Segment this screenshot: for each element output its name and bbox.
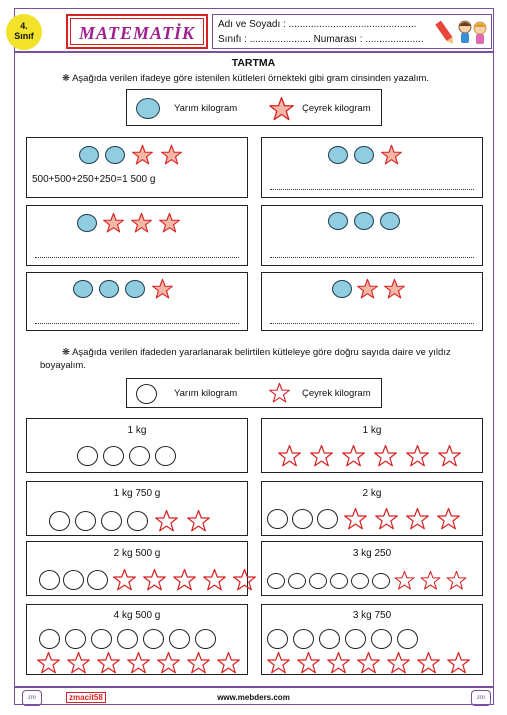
part2-item-4 — [261, 481, 483, 536]
part1-instruction — [62, 72, 492, 85]
legend-half-kg-label: Yarım kilogram — [174, 103, 238, 114]
paintable-shapes — [39, 568, 258, 592]
item-1-answer: 500+500+250+250=1 500 g — [32, 174, 156, 185]
paintable-circle[interactable] — [397, 629, 418, 649]
item-2-answer-line[interactable] — [270, 189, 474, 190]
legend-quarter-kg-label: Çeyrek kilogram — [302, 388, 371, 399]
half-kg-circle-icon — [354, 212, 374, 230]
section-title: TARTMA — [231, 57, 276, 69]
paintable-star[interactable] — [393, 570, 416, 591]
paintable-star[interactable] — [342, 507, 369, 531]
paintable-circle[interactable] — [75, 511, 96, 531]
item-6-answer-line[interactable] — [270, 323, 474, 324]
paintable-circle[interactable] — [39, 570, 60, 590]
left-logo: zm — [22, 690, 42, 706]
half-kg-circle-icon — [328, 212, 348, 230]
paintable-circle[interactable] — [127, 511, 148, 531]
paintable-star[interactable] — [295, 651, 322, 675]
half-kg-circle-icon — [136, 98, 160, 119]
paintable-circle[interactable] — [319, 629, 340, 649]
paintable-star[interactable] — [155, 651, 182, 675]
paintable-star[interactable] — [404, 444, 431, 468]
paintable-circle[interactable] — [195, 629, 216, 649]
paintable-shapes — [267, 507, 462, 531]
item-mass-label: 3 kg 750 — [352, 610, 392, 621]
paintable-circle[interactable] — [63, 570, 84, 590]
half-kg-circle-icon — [99, 280, 119, 298]
half-kg-circle-icon — [332, 280, 352, 298]
part1-item-2 — [261, 137, 483, 198]
paintable-star[interactable] — [276, 444, 303, 468]
quarter-kg-star-icon — [151, 278, 174, 300]
item-3-answer-line[interactable] — [35, 257, 239, 258]
quarter-kg-star-outline-icon — [268, 382, 291, 404]
paintable-star[interactable] — [153, 509, 180, 533]
item-4-answer-line[interactable] — [270, 257, 474, 258]
paintable-circles — [39, 629, 216, 649]
quarter-kg-star-icon — [160, 144, 183, 166]
quarter-kg-star-icon — [356, 278, 379, 300]
item-mass-label: 1 kg — [362, 425, 382, 436]
grade-number: 4. — [20, 21, 28, 31]
legend-half-kg-label: Yarım kilogram — [174, 388, 238, 399]
paintable-star[interactable] — [231, 568, 258, 592]
pencil-and-children-illustration — [435, 15, 491, 47]
grade-badge — [6, 14, 42, 50]
paintable-circle[interactable] — [155, 446, 176, 466]
item-6-shapes — [332, 278, 406, 300]
item-mass-label: 2 kg — [362, 488, 382, 499]
paintable-star[interactable] — [385, 651, 412, 675]
item-mass-label: 1 kg 750 g — [113, 488, 161, 499]
quarter-kg-star-icon — [102, 212, 125, 234]
part1-item-4 — [261, 205, 483, 266]
paintable-star[interactable] — [372, 444, 399, 468]
paintable-star[interactable] — [215, 651, 242, 675]
paintable-circle[interactable] — [288, 573, 306, 589]
item-mass-label: 1 kg — [127, 425, 147, 436]
paintable-star[interactable] — [35, 651, 62, 675]
student-info-box — [212, 14, 492, 49]
paintable-stars — [35, 651, 242, 675]
paintable-star[interactable] — [265, 651, 292, 675]
paintable-star[interactable] — [404, 507, 431, 531]
bullet-icon: ❋ — [62, 73, 73, 84]
paintable-circle[interactable] — [351, 573, 369, 589]
paintable-shapes — [276, 444, 463, 468]
part1-item-5 — [26, 272, 248, 331]
part2-item-8 — [261, 604, 483, 675]
right-logo: zm — [471, 690, 491, 706]
paintable-circle[interactable] — [77, 446, 98, 466]
paintable-circle[interactable] — [330, 573, 348, 589]
paintable-star[interactable] — [415, 651, 442, 675]
paintable-star[interactable] — [201, 568, 228, 592]
paintable-circle[interactable] — [317, 509, 338, 529]
paintable-star[interactable] — [325, 651, 352, 675]
item-mass-label: 2 kg 500 g — [113, 548, 161, 559]
item-3-shapes — [77, 212, 181, 234]
quarter-kg-star-icon — [131, 144, 154, 166]
paintable-star[interactable] — [171, 568, 198, 592]
paintable-circle[interactable] — [87, 570, 108, 590]
code-label: zmacit58 — [66, 692, 106, 703]
half-kg-circle-icon — [328, 146, 348, 164]
subject-title: MATEMATİK — [78, 23, 196, 43]
half-kg-circle-icon — [354, 146, 374, 164]
paintable-circle[interactable] — [292, 509, 313, 529]
paintable-stars — [265, 651, 472, 675]
part1-item-1 — [26, 137, 248, 198]
item-mass-label: 4 kg 500 g — [113, 610, 161, 621]
part1-item-6 — [261, 272, 483, 331]
paintable-circle[interactable] — [267, 629, 288, 649]
paintable-circle[interactable] — [372, 573, 390, 589]
paintable-star[interactable] — [65, 651, 92, 675]
paintable-star[interactable] — [355, 651, 382, 675]
header-divider — [14, 51, 494, 53]
paintable-star[interactable] — [445, 570, 468, 591]
item-4-shapes — [328, 212, 400, 230]
half-kg-circle-icon — [105, 146, 125, 164]
paintable-circle[interactable] — [129, 446, 150, 466]
half-kg-circle-icon — [77, 214, 97, 232]
paintable-circle[interactable] — [293, 629, 314, 649]
paintable-star[interactable] — [435, 507, 462, 531]
paintable-circle[interactable] — [101, 511, 122, 531]
item-mass-label: 3 kg 250 — [352, 548, 392, 559]
quarter-kg-star-icon — [268, 96, 295, 122]
item-5-answer-line[interactable] — [35, 323, 239, 324]
paintable-star[interactable] — [436, 444, 463, 468]
paintable-star[interactable] — [111, 568, 138, 592]
part2-item-2 — [261, 418, 483, 473]
name-field[interactable]: Adı ve Soyadı : .............................................. — [218, 19, 417, 30]
half-kg-circle-icon — [73, 280, 93, 298]
half-kg-circle-icon — [79, 146, 99, 164]
legend-quarter-kg-label: Çeyrek kilogram — [302, 103, 371, 114]
quarter-kg-star-icon — [130, 212, 153, 234]
paintable-star[interactable] — [373, 507, 400, 531]
paintable-circle[interactable] — [143, 629, 164, 649]
paintable-shapes — [267, 570, 468, 591]
paintable-circle[interactable] — [309, 573, 327, 589]
half-kg-circle-icon — [380, 212, 400, 230]
subject-title-box — [66, 14, 208, 49]
half-kg-circle-outline-icon — [136, 384, 157, 404]
paintable-circle[interactable] — [39, 629, 60, 649]
item-1-shapes — [79, 144, 183, 166]
part2-item-3 — [26, 481, 248, 536]
part2-legend — [126, 378, 382, 408]
part1-legend — [126, 89, 382, 126]
quarter-kg-star-icon — [158, 212, 181, 234]
paintable-star[interactable] — [125, 651, 152, 675]
class-number-field[interactable]: Sınıfı : ...................... Numarası : ..................... — [218, 34, 424, 45]
paintable-star[interactable] — [445, 651, 472, 675]
paintable-circle[interactable] — [169, 629, 190, 649]
quarter-kg-star-icon — [380, 144, 403, 166]
bullet-icon: ❋ — [62, 347, 73, 358]
paintable-circle[interactable] — [49, 511, 70, 531]
paintable-star[interactable] — [308, 444, 335, 468]
part2-instruction — [40, 346, 485, 372]
part2-item-1 — [26, 418, 248, 473]
paintable-shapes — [77, 446, 176, 466]
paintable-circle[interactable] — [345, 629, 366, 649]
paintable-circle[interactable] — [267, 509, 288, 529]
paintable-star[interactable] — [95, 651, 122, 675]
paintable-shapes — [49, 509, 212, 533]
paintable-circle[interactable] — [371, 629, 392, 649]
part2-instruction-text: Aşağıda verilen ifadeden yararlanarak belirtilen kütleleye göre doğru sayıda daire ve yıldız boyayalım. — [40, 347, 451, 371]
paintable-circle[interactable] — [117, 629, 138, 649]
part2-item-7 — [26, 604, 248, 675]
part1-item-3 — [26, 205, 248, 266]
part1-instruction-text: Aşağıda verilen ifadeye göre istenilen kütleleri örnekteki gibi gram cinsinden yazalım. — [72, 73, 430, 84]
footer-divider — [14, 686, 494, 688]
paintable-circle[interactable] — [65, 629, 86, 649]
paintable-star[interactable] — [185, 509, 212, 533]
part2-item-5 — [26, 541, 248, 596]
half-kg-circle-icon — [125, 280, 145, 298]
paintable-circle[interactable] — [91, 629, 112, 649]
quarter-kg-star-icon — [383, 278, 406, 300]
item-2-shapes — [328, 144, 403, 166]
item-5-shapes — [73, 278, 174, 300]
paintable-star[interactable] — [340, 444, 367, 468]
part2-item-6 — [261, 541, 483, 596]
paintable-circles — [267, 629, 418, 649]
paintable-star[interactable] — [141, 568, 168, 592]
website-link[interactable]: www.mebders.com — [217, 693, 290, 702]
paintable-star[interactable] — [185, 651, 212, 675]
paintable-star[interactable] — [419, 570, 442, 591]
paintable-circle[interactable] — [267, 573, 285, 589]
paintable-circle[interactable] — [103, 446, 124, 466]
grade-label: Sınıf — [14, 31, 34, 41]
